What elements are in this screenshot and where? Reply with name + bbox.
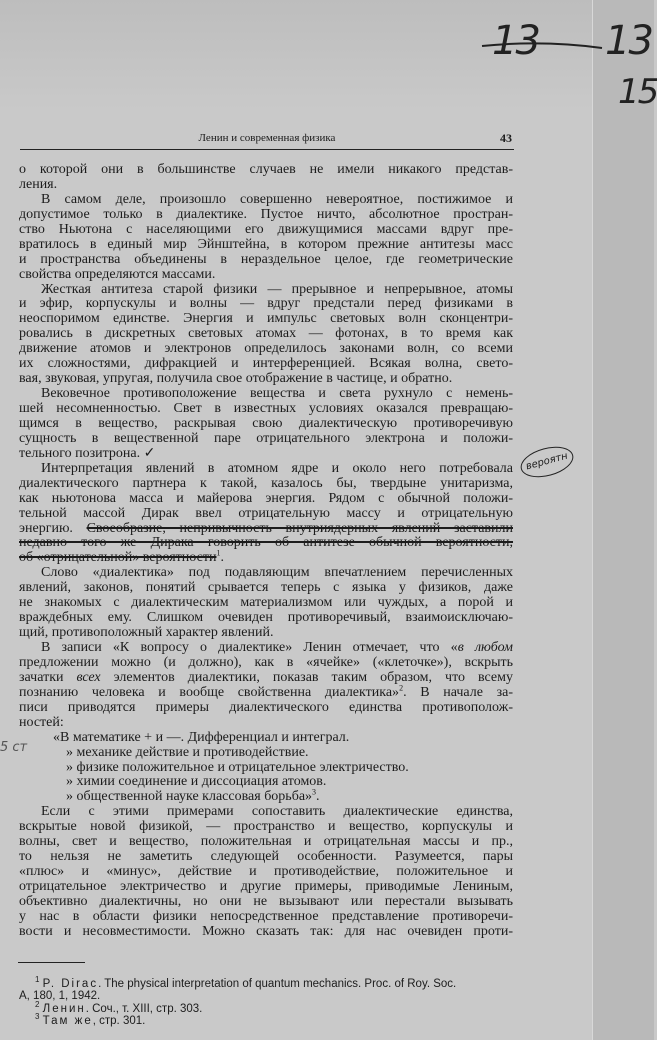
text-line: неоспоримом единстве. Энергия и импульс световых волн сконцентри- — [19, 311, 513, 327]
footnote — [19, 975, 513, 990]
footnote — [19, 999, 513, 1015]
text-line: явлений, законов, понятий срывается теперь с языка у физиков, даже — [19, 580, 513, 596]
text-segment: познанию человека и вообще свойственна диалектика» — [19, 684, 400, 700]
text-segment: » общественной науке классовая борьба» — [66, 789, 313, 805]
text-line — [19, 548, 513, 566]
text-segment: В записи «К вопросу о диалектике» Ленин отмечает, что « — [41, 640, 458, 655]
text-line: тельного позитрона. ✓ — [19, 445, 156, 461]
text-line: Интерпретация явлений в атомном ядре и около него потребовала — [41, 460, 513, 476]
text-line: о которой они в большинстве случаев не имели никакого представ- — [19, 162, 513, 177]
text-line: как ньютонова масса и майерова энергия. Рядом с обычной положи- — [19, 490, 513, 506]
text-line: движение атомов и электронов определилось законами волн, со всеми — [19, 341, 513, 357]
text-line: отрицательное электричество и другие примеры, приводимые Лениным, — [19, 879, 513, 894]
text-segment: элементов диалектики, показав таким образом, что всему — [100, 669, 513, 685]
text-line: » механике действие и противодействие. — [66, 744, 309, 760]
text-line: ностей: — [19, 714, 64, 730]
text-line: объективно диалектичны, но они не вызывают или перестали вызывать — [19, 893, 513, 909]
footnote-author: Там же — [42, 1015, 93, 1028]
text-line: вости и несовместимости. Можно сказать так: для нас очевиден проти- — [19, 923, 513, 939]
text-line: и пространства объединены в нераздельное целое, где геометрические — [19, 251, 513, 267]
footnote-author: Ленин — [42, 1002, 86, 1015]
text-segment: зачатки — [19, 669, 77, 685]
emphasis-text: всех — [76, 669, 101, 685]
text-line: «плюс» и «минус», действие и противодействие, положительное и — [19, 864, 513, 880]
text-line: допустимое только в диалектике. Пустое ничто, абсолютное простран- — [19, 206, 513, 222]
text-line: сущность в вещественной паре отрицательного электрона и положи- — [19, 430, 513, 446]
handwritten-page-number: 13 — [605, 18, 652, 64]
text-line: предложении можно (и должно), как в «ячейке» («клеточке»), вскрыть — [19, 654, 513, 670]
text-line: вратилось в единый мир Эйнштейна, в котором прежние антитезы масс — [19, 236, 513, 252]
text-segment: энергию. — [19, 520, 87, 536]
text-line: не знакомых с диалектическим материализмом или чуждых, а порой и — [19, 595, 513, 611]
footnotes — [19, 975, 513, 1028]
text-line: свойства определяются массами. — [19, 266, 216, 282]
text-segment: . В начале за- — [403, 684, 514, 700]
text-line — [19, 641, 513, 656]
handwritten-margin-note: 5 ст — [0, 740, 28, 755]
text-line — [19, 671, 513, 686]
main-text — [19, 163, 513, 940]
text-segment: . — [316, 789, 320, 805]
handwritten-page-number-crossed: 13 — [492, 18, 539, 64]
text-line: Вековечное противоположение вещества и света рухнуло с немень- — [41, 386, 513, 402]
handwritten-page-number-right: 15 — [618, 72, 657, 112]
footnote-divider — [18, 962, 85, 963]
text-line: ровались в дискретных световых атомах — фотонах, в то время как — [19, 326, 513, 342]
text-line: диалектического партнера к такой, казалось бы, твердыне унитаризма, — [19, 475, 513, 491]
text-line: то нельзя не заметить следующей особенности. Разумеется, пары — [19, 849, 513, 865]
footnote-number: 3 — [35, 1012, 40, 1022]
strike-mark-icon — [482, 40, 602, 52]
text-line: вая, звуковая, упругая, получила свое отображение в частице, и обратно. — [19, 371, 453, 387]
struck-text: об «отрицательной» вероятности — [19, 550, 217, 566]
text-line: В самом деле, произошло совершенно невероятное, постижимое и — [41, 191, 513, 207]
handwritten-circled-note: вероятн — [517, 441, 576, 482]
text-line: тельной массой Дирак ввел отрицательную массу и отрицательную — [19, 505, 513, 521]
text-line: «В математике + и —. Дифференциал и интеграл. — [53, 729, 350, 745]
text-line: вскрытые новой физикой, — пространство и вещество, корпускулы и — [19, 819, 513, 835]
footnote-number: 1 — [35, 975, 40, 985]
footnote-text: , стр. 301. — [92, 1015, 146, 1028]
text-line: Жесткая антитеза старой физики — прерывное и непрерывное, атомы — [41, 281, 513, 297]
text-segment: . — [220, 550, 224, 566]
emphasis-text: в любом — [457, 640, 513, 655]
scan-margin-strip — [592, 0, 654, 1040]
text-line — [19, 522, 513, 537]
text-line: щий, противоположный характер явлений. — [19, 625, 274, 641]
header-title: Ленин и современная физика — [198, 132, 336, 144]
text-line: и эфир, корпускулы и волны — вдруг предстали перед физиками в — [19, 296, 513, 312]
struck-text: Своеобразие, непривычность внутриядерных явлений заставили — [86, 520, 513, 536]
footnote-text: . Соч., т. XIII, стр. 303. — [85, 1002, 203, 1015]
footnote-ref: 3 — [312, 787, 317, 797]
text-line — [19, 683, 514, 701]
text-line: писи приводятся примеры диалектического единства противополож- — [19, 699, 513, 715]
page-number: 43 — [500, 131, 512, 145]
text-line: враждебных ему. Слишком очевиден противоречивый, взаимоисключаю- — [19, 610, 513, 626]
running-header — [20, 129, 514, 150]
footnote-ref: 2 — [399, 683, 404, 693]
text-line: Слово «диалектика» под подавляющим впечатлением перечисленных — [41, 565, 513, 581]
text-line: у нас в области физики непосредственное представление противоречи- — [19, 908, 513, 924]
text-line: Если с этими примерами сопоставить диалектические единства, — [41, 804, 513, 820]
footnote — [19, 1012, 513, 1028]
text-line: » химии соединение и диссоциация атомов. — [66, 774, 327, 790]
text-line: ления. — [19, 176, 58, 192]
text-line: волны, свет и вещество, положительная и отрицательная массы и пр., — [19, 834, 513, 850]
footnote-continuation: A, 180, 1, 1942. — [19, 990, 101, 1003]
text-line: » физике положительное и отрицательное электричество. — [66, 759, 409, 775]
footnote-author: P. Dirac — [42, 978, 99, 990]
footnote-text: . The physical interpretation of quantum mechanics. Proc. of Roy. Soc. — [98, 978, 457, 990]
footnote-number: 2 — [35, 999, 40, 1009]
text-line — [19, 787, 513, 805]
struck-text: недавно того же Дирака говорить об антитезе обычной вероятности, — [19, 535, 513, 551]
text-line: ство Ньютона с населяющими его движущимися массами вдруг пре- — [19, 221, 513, 237]
text-line: щимся в вещество, раскрывая свою диалектическую противоречивую — [19, 415, 513, 431]
text-line: шей несомненностью. Свет в известных условиях оказался превращаю- — [19, 401, 513, 416]
footnote-ref: 1 — [216, 548, 221, 558]
text-line: их сложностями, дифракцией и интерференцией. Всякая волна, свето- — [19, 356, 513, 372]
